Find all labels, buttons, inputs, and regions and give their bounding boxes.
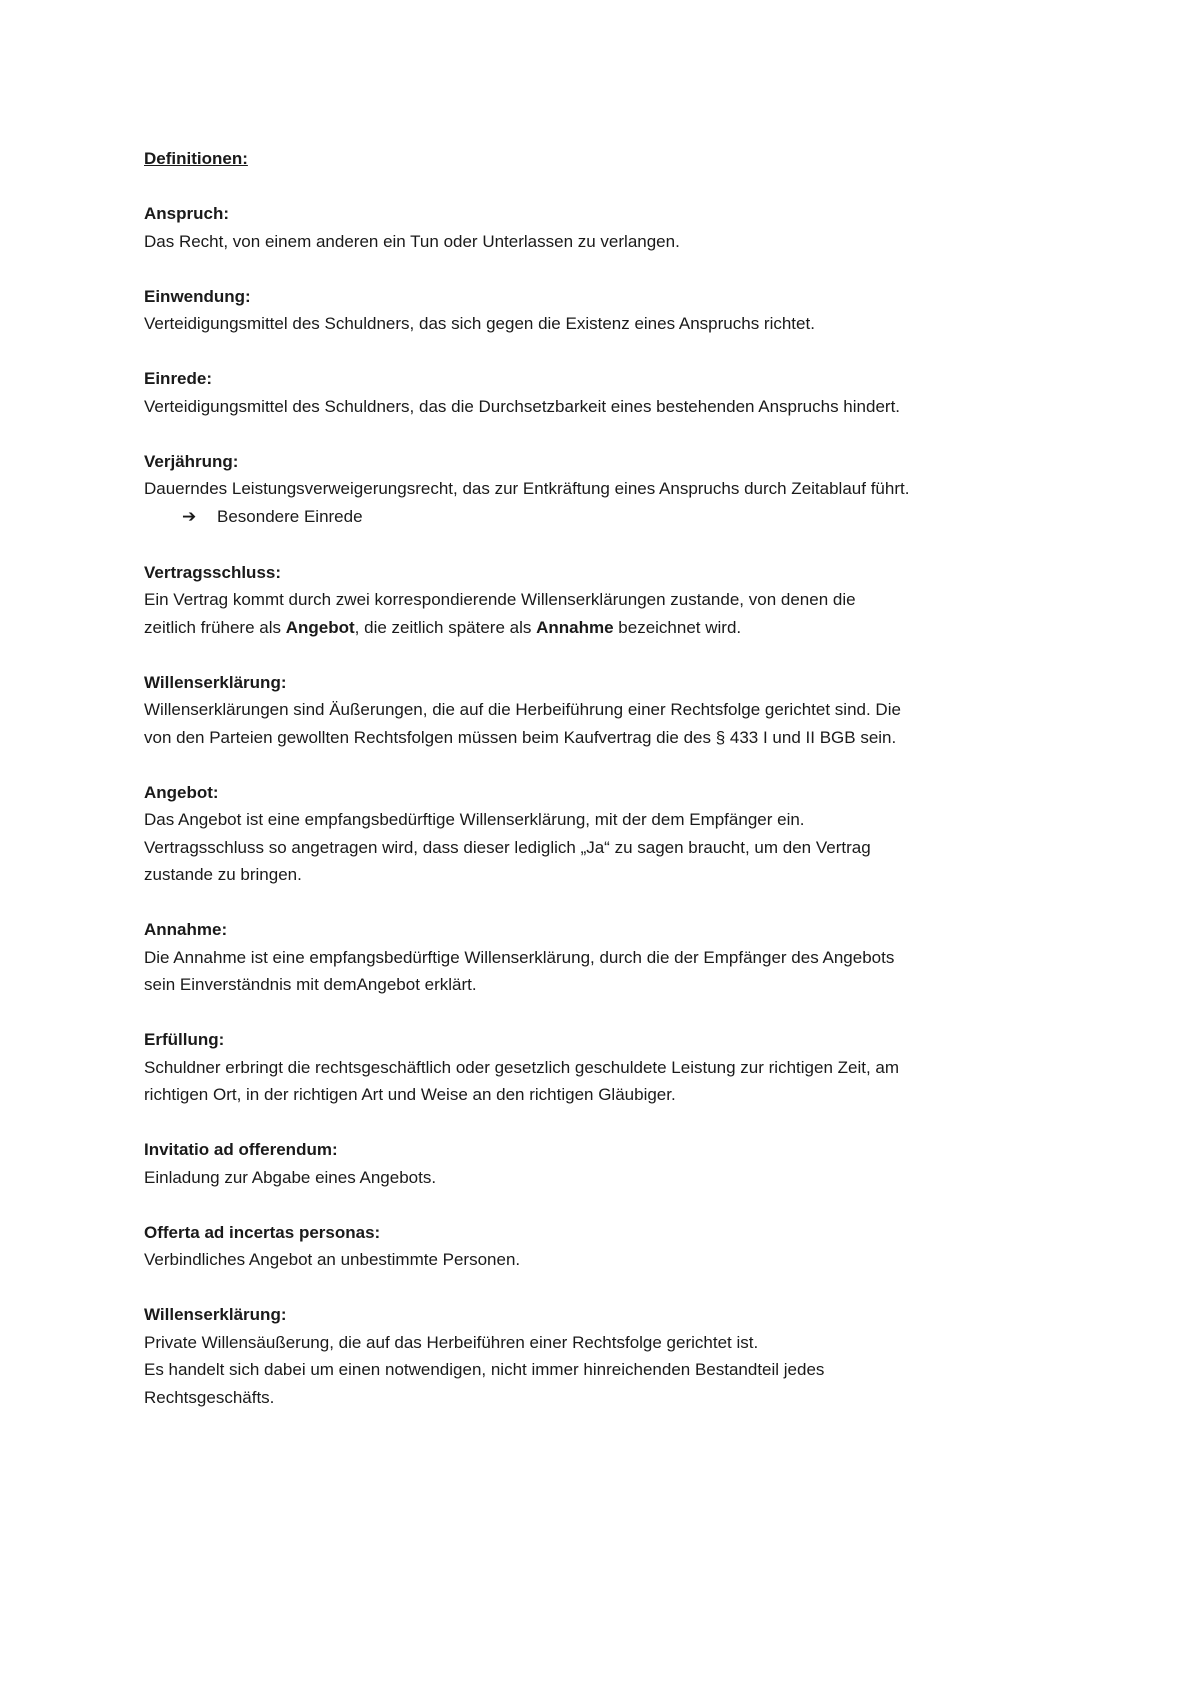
definition-term: Einrede:	[144, 369, 213, 388]
definition-text: zustande zu bringen.	[144, 865, 302, 884]
definition-term: Invitatio ad offerendum:	[144, 1140, 338, 1159]
definition-text: Ein Vertrag kommt durch zwei korrespondierende Willenserklärungen zustande, von denen die	[144, 590, 856, 609]
definition-term: Verjährung:	[144, 451, 239, 471]
definition-anspruch	[144, 200, 1074, 255]
definition-text: Verteidigungsmittel des Schuldners, das sich gegen die Existenz eines Anspruchs richtet.	[144, 314, 815, 333]
definition-text: Das Angebot ist eine empfangsbedürftige Willenserklärung, mit der dem Empfänger ein.	[144, 810, 805, 829]
definition-text: Private Willensäußerung, die auf das Herbeiführen einer Rechtsfolge gerichtet ist.	[144, 1332, 759, 1352]
document-title: Definitionen:	[144, 149, 248, 168]
definition-text	[144, 614, 1074, 642]
arrow-note-line	[144, 503, 1074, 532]
definition-verjaehrung	[144, 448, 1074, 532]
definition-text: Rechtsgeschäfts.	[144, 1387, 275, 1407]
definition-text: Dauerndes Leistungsverweigerungsrecht, das zur Entkräftung eines Anspruchs durch Zeitablauf führt.	[144, 479, 910, 498]
definition-text: Willenserklärungen sind Äußerungen, die auf die Herbeiführung einer Rechtsfolge gerichtet sind. Die	[144, 700, 901, 719]
text-run: bezeichnet wird.	[613, 617, 742, 637]
definition-text: Es handelt sich dabei um einen notwendigen, nicht immer hinreichenden Bestandteil jedes	[144, 1360, 825, 1379]
definition-erfuellung	[144, 1026, 1074, 1109]
definition-term: Angebot:	[144, 782, 219, 802]
arrow-note-text: Besondere Einrede	[217, 506, 363, 526]
definition-term: Einwendung:	[144, 286, 251, 306]
definition-term: Vertragsschluss:	[144, 562, 282, 582]
definition-invitatio	[144, 1136, 1074, 1191]
definition-term: Willenserklärung:	[144, 1305, 287, 1324]
definition-text: Verbindliches Angebot an unbestimmte Personen.	[144, 1250, 521, 1269]
definition-term: Willenserklärung:	[144, 672, 287, 692]
definition-einwendung	[144, 283, 1074, 338]
definition-einrede	[144, 365, 1074, 420]
document-content	[144, 145, 1074, 1439]
definition-text: Das Recht, von einem anderen ein Tun oder Unterlassen zu verlangen.	[144, 231, 680, 251]
text-run: , die zeitlich spätere als	[354, 617, 537, 637]
definition-term: Offerta ad incertas personas:	[144, 1222, 381, 1242]
definition-vertragsschluss	[144, 559, 1074, 642]
definition-text: Die Annahme ist eine empfangsbedürftige Willenserklärung, durch die der Empfänger des Angebots	[144, 947, 895, 967]
definition-offerta	[144, 1219, 1074, 1274]
right-arrow-icon: ➔	[182, 506, 197, 527]
definition-text: Vertragsschluss so angetragen wird, dass dieser lediglich „Ja“ zu sagen braucht, um den Vertrag	[144, 837, 871, 857]
text-run: zeitlich frühere als	[144, 617, 286, 637]
definition-text: richtigen Ort, in der richtigen Art und Weise an den richtigen Gläubiger.	[144, 1085, 676, 1104]
definition-term: Erfüllung:	[144, 1030, 225, 1049]
emphasis-annahme: Annahme	[536, 617, 614, 637]
definition-text: Schuldner erbringt die rechtsgeschäftlich oder gesetzlich geschuldete Leistung zur richtigen Zeit, am	[144, 1057, 900, 1077]
definition-text: von den Parteien gewollten Rechtsfolgen müssen beim Kaufvertrag die des § 433 I und II BGB sein.	[144, 727, 897, 747]
emphasis-angebot: Angebot	[285, 617, 355, 637]
definition-willenserklaerung-2	[144, 1301, 1074, 1411]
definition-text: Verteidigungsmittel des Schuldners, das die Durchsetzbarkeit eines bestehenden Anspruchs hindert.	[144, 396, 901, 416]
definition-term: Annahme:	[144, 920, 228, 939]
definition-text: sein Einverständnis mit demAngebot erklärt.	[144, 975, 477, 994]
definition-annahme	[144, 916, 1074, 999]
definition-text: Einladung zur Abgabe eines Angebots.	[144, 1167, 437, 1187]
definition-term: Anspruch:	[144, 204, 229, 223]
definition-willenserklaerung	[144, 669, 1074, 752]
definition-angebot	[144, 779, 1074, 889]
